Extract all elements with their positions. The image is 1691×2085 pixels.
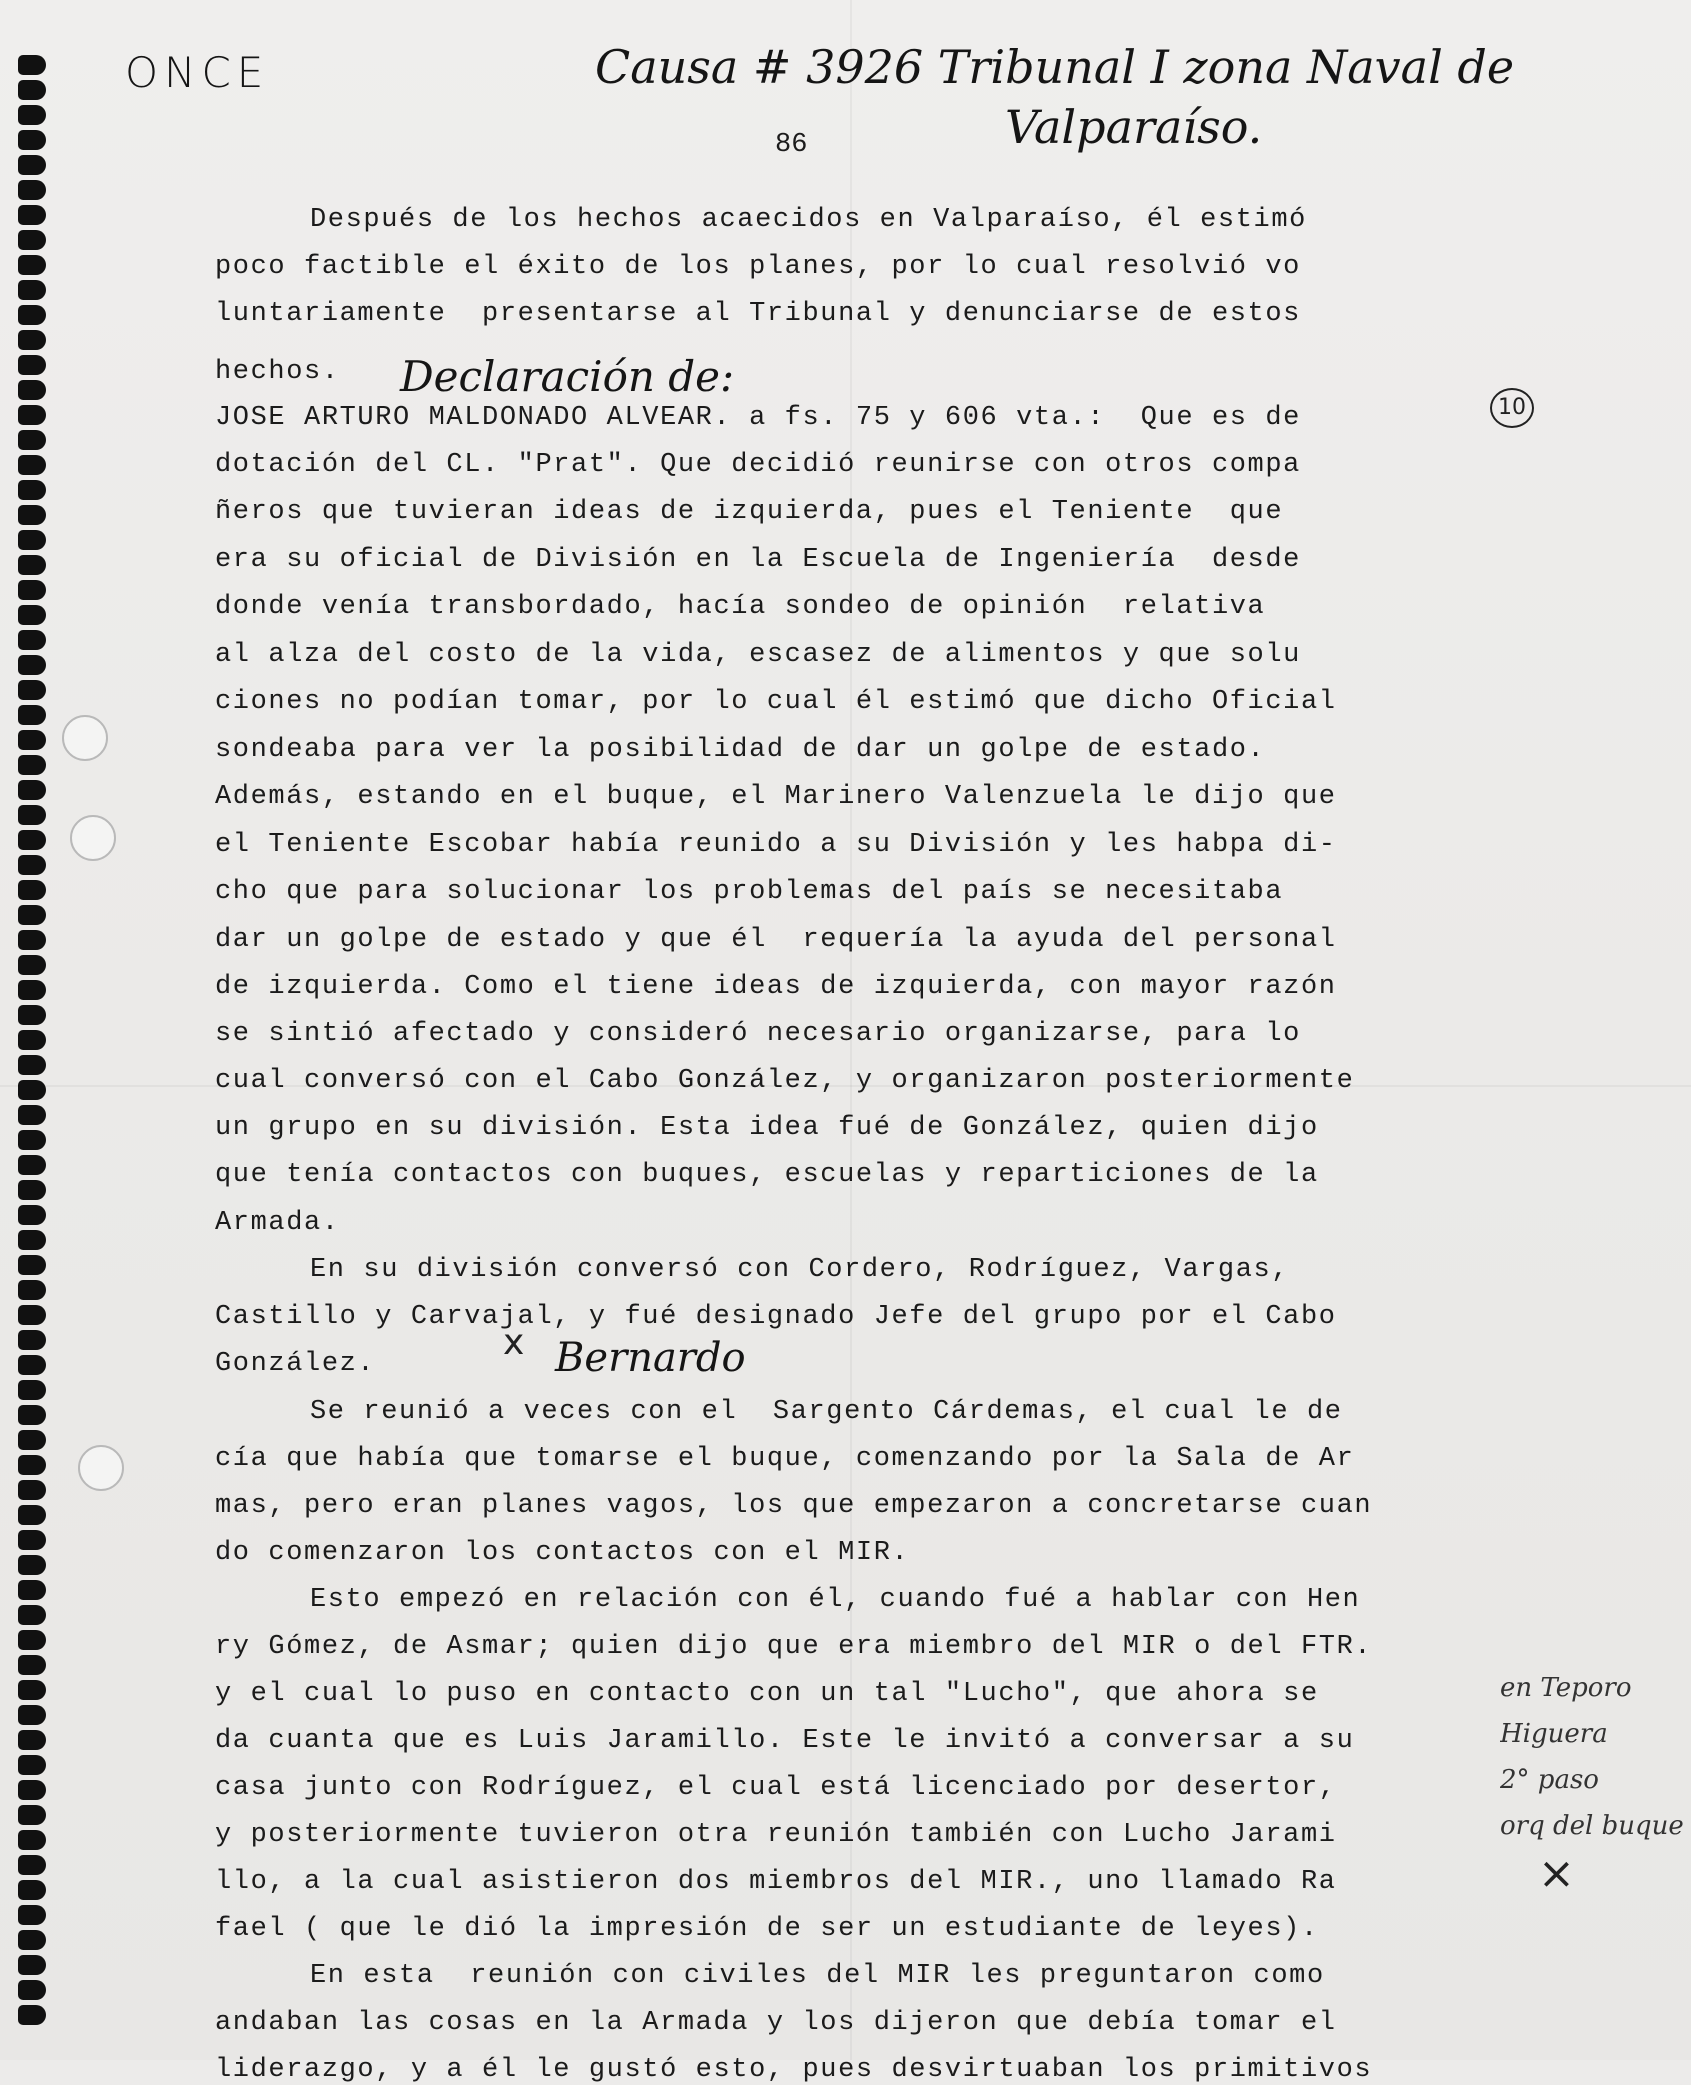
binding-hole	[18, 755, 46, 775]
binding-hole	[18, 1080, 46, 1100]
binding-hole	[18, 630, 46, 650]
binding-hole	[18, 555, 46, 575]
binding-hole	[18, 805, 46, 825]
handwritten-x-mark: x	[503, 1322, 525, 1363]
binding-hole	[18, 1305, 46, 1325]
binding-hole	[18, 1430, 46, 1450]
text-line: ñeros que tuvieran ideas de izquierda, pues el Teniente que	[215, 497, 1284, 527]
binding-hole	[18, 155, 46, 175]
binding-hole	[18, 880, 46, 900]
binding-hole	[18, 1855, 46, 1875]
text-line: Esto empezó en relación con él, cuando fué a hablar con Hen	[310, 1585, 1361, 1615]
binding-hole	[18, 605, 46, 625]
margin-note-line: Higuera	[1500, 1719, 1608, 1749]
text-line: hechos.	[215, 357, 340, 387]
binding-hole	[18, 1730, 46, 1750]
handwritten-x-mark-margin: ×	[1538, 1848, 1575, 1899]
handwritten-case-location: Valparaíso.	[1005, 100, 1263, 154]
binding-hole	[18, 780, 46, 800]
text-line: poco factible el éxito de los planes, por lo cual resolvió vo	[215, 252, 1301, 282]
binding-hole	[18, 730, 46, 750]
punch-hole	[62, 715, 108, 761]
text-line: el Teniente Escobar había reunido a su División y les habpa di-	[215, 830, 1337, 860]
handwritten-declaration-heading: Declaración de:	[400, 352, 735, 401]
binding-hole	[18, 380, 46, 400]
binding-hole	[18, 1530, 46, 1550]
text-line: dar un golpe de estado y que él requería la ayuda del personal	[215, 925, 1337, 955]
binding-hole	[18, 1230, 46, 1250]
text-line-declarant: JOSE ARTURO MALDONADO ALVEAR. a fs. 75 y 606 vta.: Que es de	[215, 403, 1301, 433]
text-line: ciones no podían tomar, por lo cual él estimó que dicho Oficial	[215, 687, 1337, 717]
binding-hole	[18, 1680, 46, 1700]
text-line: Después de los hechos acaecidos en Valparaíso, él estimó	[310, 205, 1307, 235]
text-line: Armada.	[215, 1208, 340, 1238]
binding-hole	[18, 105, 46, 125]
text-line: Además, estando en el buque, el Marinero Valenzuela le dijo que	[215, 782, 1337, 812]
spiral-binding	[18, 55, 52, 2055]
margin-note-line: en Teporo	[1500, 1673, 1632, 1703]
binding-hole	[18, 1355, 46, 1375]
text-line: que tenía contactos con buques, escuelas y reparticiones de la	[215, 1160, 1319, 1190]
binding-hole	[18, 455, 46, 475]
binding-hole	[18, 1905, 46, 1925]
binding-hole	[18, 480, 46, 500]
binding-hole	[18, 1830, 46, 1850]
text-line: se sintió afectado y consideró necesario organizarse, para lo	[215, 1019, 1301, 1049]
text-line: cía que había que tomarse el buque, comenzando por la Sala de Ar	[215, 1444, 1355, 1474]
binding-hole	[18, 80, 46, 100]
binding-hole	[18, 55, 46, 75]
binding-hole	[18, 405, 46, 425]
handwritten-corner-label: ONCE	[125, 48, 270, 97]
text-line: donde venía transbordado, hacía sondeo de opinión relativa	[215, 592, 1266, 622]
handwritten-circled-number: 10	[1490, 388, 1534, 428]
binding-hole	[18, 855, 46, 875]
punch-hole	[70, 815, 116, 861]
handwritten-margin-note	[1500, 1665, 1690, 1849]
binding-hole	[18, 1480, 46, 1500]
text-line: era su oficial de División en la Escuela de Ingeniería desde	[215, 545, 1301, 575]
punch-hole	[78, 1445, 124, 1491]
text-line: ry Gómez, de Asmar; quien dijo que era miembro del MIR o del FTR.	[215, 1632, 1373, 1662]
binding-hole	[18, 680, 46, 700]
text-line: cual conversó con el Cabo González, y organizaron posteriormente	[215, 1066, 1355, 1096]
binding-hole	[18, 1005, 46, 1025]
binding-hole	[18, 1030, 46, 1050]
binding-hole	[18, 1755, 46, 1775]
binding-hole	[18, 230, 46, 250]
text-line: En esta reunión con civiles del MIR les preguntaron como	[310, 1961, 1325, 1991]
binding-hole	[18, 1930, 46, 1950]
text-line: González.	[215, 1349, 376, 1379]
binding-hole	[18, 1405, 46, 1425]
binding-hole	[18, 1155, 46, 1175]
binding-hole	[18, 1180, 46, 1200]
text-line: cho que para solucionar los problemas del país se necesitaba	[215, 877, 1284, 907]
binding-hole	[18, 1655, 46, 1675]
binding-hole	[18, 1255, 46, 1275]
binding-hole	[18, 255, 46, 275]
binding-hole	[18, 1980, 46, 2000]
binding-hole	[18, 1780, 46, 1800]
binding-hole	[18, 1630, 46, 1650]
text-line: En su división conversó con Cordero, Rodríguez, Vargas,	[310, 1255, 1290, 1285]
text-line: al alza del costo de la vida, escasez de alimentos y que solu	[215, 640, 1301, 670]
binding-hole	[18, 1055, 46, 1075]
text-line: y posteriormente tuvieron otra reunión también con Lucho Jarami	[215, 1820, 1337, 1850]
binding-hole	[18, 205, 46, 225]
binding-hole	[18, 305, 46, 325]
text-line: de izquierda. Como el tiene ideas de izquierda, con mayor razón	[215, 972, 1337, 1002]
binding-hole	[18, 955, 46, 975]
text-line: luntariamente presentarse al Tribunal y denunciarse de estos	[215, 299, 1301, 329]
binding-hole	[18, 1380, 46, 1400]
binding-hole	[18, 930, 46, 950]
binding-hole	[18, 430, 46, 450]
binding-hole	[18, 530, 46, 550]
text-line: fael ( que le dió la impresión de ser un estudiante de leyes).	[215, 1914, 1319, 1944]
text-line: y el cual lo puso en contacto con un tal "Lucho", que ahora se	[215, 1679, 1319, 1709]
binding-hole	[18, 1880, 46, 1900]
binding-hole	[18, 1605, 46, 1625]
page-number: 86	[775, 130, 808, 160]
margin-note-line: 2° paso	[1500, 1765, 1599, 1795]
binding-hole	[18, 505, 46, 525]
binding-hole	[18, 705, 46, 725]
binding-hole	[18, 980, 46, 1000]
binding-hole	[18, 1555, 46, 1575]
margin-note-line: orq del buque	[1500, 1811, 1684, 1841]
binding-hole	[18, 1955, 46, 1975]
text-line: Castillo y Carvajal, y fué designado Jefe del grupo por el Cabo	[215, 1302, 1337, 1332]
binding-hole	[18, 830, 46, 850]
binding-hole	[18, 330, 46, 350]
binding-hole	[18, 1105, 46, 1125]
binding-hole	[18, 280, 46, 300]
text-line: liderazgo, y a él le gustó esto, pues desvirtuaban los primitivos	[215, 2055, 1373, 2085]
binding-hole	[18, 1280, 46, 1300]
text-line: un grupo en su división. Esta idea fué de González, quien dijo	[215, 1113, 1319, 1143]
handwritten-case-reference: Causa # 3926 Tribunal I zona Naval de	[595, 40, 1515, 94]
text-line: casa junto con Rodríguez, el cual está licenciado por desertor,	[215, 1773, 1337, 1803]
binding-hole	[18, 1130, 46, 1150]
binding-hole	[18, 1505, 46, 1525]
text-line: sondeaba para ver la posibilidad de dar un golpe de estado.	[215, 735, 1266, 765]
text-line: Se reunió a veces con el Sargento Cárdemas, el cual le de	[310, 1397, 1343, 1427]
binding-hole	[18, 1330, 46, 1350]
binding-hole	[18, 580, 46, 600]
text-line: da cuanta que es Luis Jaramillo. Este le invitó a conversar a su	[215, 1726, 1355, 1756]
binding-hole	[18, 1580, 46, 1600]
binding-hole	[18, 355, 46, 375]
text-line: do comenzaron los contactos con el MIR.	[215, 1538, 910, 1568]
binding-hole	[18, 905, 46, 925]
text-line: andaban las cosas en la Armada y los dijeron que debía tomar el	[215, 2008, 1337, 2038]
binding-hole	[18, 180, 46, 200]
binding-hole	[18, 2005, 46, 2025]
text-line: llo, a la cual asistieron dos miembros del MIR., uno llamado Ra	[215, 1867, 1337, 1897]
binding-hole	[18, 1205, 46, 1225]
binding-hole	[18, 1705, 46, 1725]
text-line: mas, pero eran planes vagos, los que empezaron a concretarse cuan	[215, 1491, 1373, 1521]
text-line: dotación del CL. "Prat". Que decidió reunirse con otros compa	[215, 450, 1301, 480]
binding-hole	[18, 655, 46, 675]
binding-hole	[18, 1805, 46, 1825]
binding-hole	[18, 130, 46, 150]
binding-hole	[18, 1455, 46, 1475]
handwritten-name-note: Bernardo	[555, 1335, 746, 1381]
